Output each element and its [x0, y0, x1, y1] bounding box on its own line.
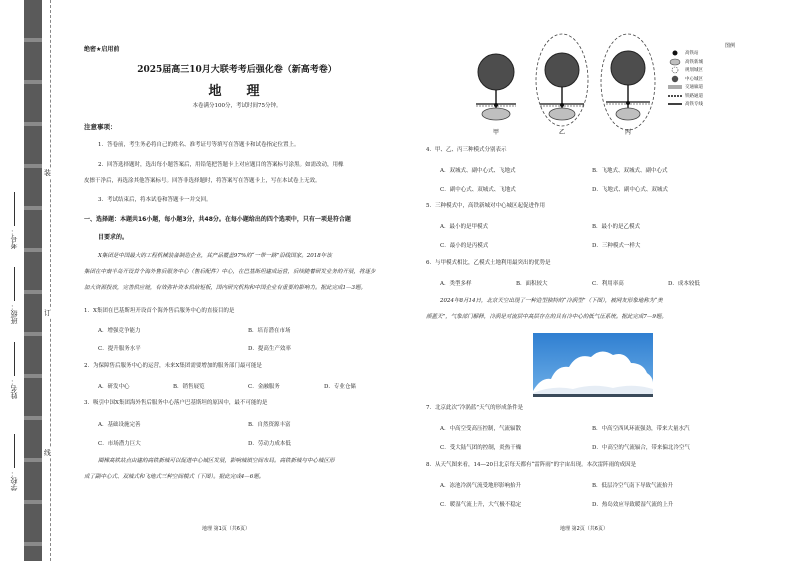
option-5d[interactable]: D．三种模式一样大	[592, 243, 641, 249]
legend-item	[668, 83, 778, 92]
option-3b[interactable]: B．自然资源丰富	[248, 422, 291, 428]
legend-label: 高铁专线	[685, 102, 703, 108]
option-1d[interactable]: D．提高生产效率	[248, 346, 291, 352]
option-8a[interactable]: A．冻池冷涡气流受地形影响抬升	[440, 483, 521, 489]
binding-stripe	[24, 0, 42, 561]
diagram-legend	[668, 42, 778, 109]
option-4c[interactable]: C．副中心式、双城式、飞地式	[440, 187, 516, 193]
legend-item	[668, 58, 778, 67]
option-7d[interactable]: D．中高空的气流辐合，带来偏北冷空气	[592, 445, 690, 451]
option-6c[interactable]: C．利用率高	[592, 281, 624, 287]
legend-item	[668, 66, 778, 75]
legend-label: 交通廊道	[685, 85, 703, 91]
notice-line: 2．回答选择题时，选出每小题答案后，用铅笔把答题卡上对应题目的答案标号涂黑。如需改动，用橡	[98, 162, 344, 168]
central-area-icon	[669, 75, 681, 83]
option-8d[interactable]: D．热岛效应导致暖湿气流的上升	[592, 502, 674, 508]
legend-title: 图例	[724, 43, 735, 49]
option-6b[interactable]: B．面积较大	[516, 281, 548, 287]
central-area-icon	[478, 54, 514, 90]
passage-line: 2024年8月14日，北京天空出现了一种造型独特的“冷涡型”（下图），被网友形象地称为“美	[440, 298, 663, 304]
legend-label: 中心城区	[685, 76, 703, 82]
legend-label: 规划城区	[685, 68, 703, 74]
central-area-icon	[611, 51, 645, 85]
binding-field-class	[4, 265, 24, 324]
option-7a[interactable]: A．中高空受高压控制，气流辐散	[440, 426, 521, 432]
mode-diagram-yi	[532, 30, 592, 138]
question-5: 5．三种模式中，高铁新城对中心城区起促进作用	[426, 203, 546, 209]
option-2a[interactable]: A．研发中心	[98, 384, 130, 390]
binding-field-exam-number	[4, 190, 24, 249]
question-2: 2．为保障售后服务中心的运营，未来X集团需要增加的服务部门最可能是	[84, 363, 262, 369]
binding-char-xian: 线	[44, 449, 51, 457]
rail-station-icon	[671, 49, 679, 57]
option-5b[interactable]: B．最小的是乙模式	[592, 224, 641, 230]
option-6a[interactable]: A．类型多样	[440, 281, 472, 287]
notice-line: 1．答卷前，考生务必将自己的姓名、准考证号等填写在答题卡和试卷指定位置上。	[98, 142, 300, 148]
option-4a[interactable]: A．双城式、副中心式、飞地式	[440, 168, 516, 174]
option-1b[interactable]: B．培育潜在市场	[248, 328, 291, 334]
corridor-icon	[668, 84, 682, 90]
option-3a[interactable]: A．基础设施完善	[98, 422, 141, 428]
legend-label: 铁路通道	[685, 93, 703, 99]
option-1c[interactable]: C．提升服务水平	[98, 346, 141, 352]
diagram-label: 丙	[624, 129, 632, 136]
diagram-label: 甲	[492, 129, 500, 136]
question-6: 6．与甲模式相比，乙模式土地利用最突出的优势是	[426, 260, 551, 266]
passage-line: 集团在中南半岛开设首个海外售后服务中心（售后配件）中心，在巴基斯坦建成运营，后续随着研发业务的开展，将逐步	[84, 269, 376, 275]
option-8c[interactable]: C．暖湿气流上升，大气极不稳定	[440, 502, 522, 508]
option-4b[interactable]: B．飞地式、双城式、副中心式	[592, 168, 668, 174]
exam-title: 2025届高三10月大联考考后强化卷（新高考卷）	[137, 65, 337, 75]
page-footer: 地理 第2页（共6页）	[560, 526, 608, 532]
rail-station-icon	[560, 103, 564, 107]
railway-icon	[668, 93, 682, 99]
binding-char-ding: 订	[44, 309, 51, 317]
passage-line: 加大资源投放，完善供应链，有效弥补资本供给短板，国内研究机构和中国企业有重要的影响力。据此完成1—3题。	[84, 285, 367, 291]
option-5c[interactable]: C．最小的是丙模式	[440, 243, 489, 249]
notice-title: 注意事项：	[84, 123, 117, 131]
binding-field-label: 学校：	[9, 470, 18, 491]
diagram-label: 乙	[558, 129, 566, 136]
binding-field-school	[4, 432, 24, 491]
new-town-icon	[549, 108, 575, 120]
rail-station-icon	[494, 103, 498, 107]
subject-title: 地 理	[208, 84, 266, 99]
binding-field-label: 考号：	[9, 228, 18, 249]
binding-cut-line	[50, 0, 51, 561]
passage-line: 颜蓝天”，气象部门解释，冷涡是对流层中高层存在的具有冷中心的低气压系统。据此完成7—9题。	[426, 314, 667, 320]
option-3d[interactable]: D．劳动力成本低	[248, 441, 291, 447]
notice-line: 3．考试结束后，将本试卷和答题卡一并交回。	[98, 197, 212, 203]
binding-field-label: 姓名：	[9, 378, 18, 399]
legend-label: 高铁站	[685, 51, 699, 57]
mode-diagram-jia	[470, 42, 522, 138]
central-area-icon	[545, 53, 579, 87]
question-4: 4．甲、乙、丙三种模式分别表示	[426, 147, 507, 153]
option-2c[interactable]: C．金融服务	[248, 384, 280, 390]
exam-page-2	[420, 0, 788, 561]
option-5a[interactable]: A．最小的是甲模式	[440, 224, 488, 230]
legend-item	[668, 92, 778, 101]
notice-line: 皮擦干净后，再选涂其他答案标号。回答非选择题时，将答案写在答题卡上，写在本试卷上无效。	[84, 178, 321, 184]
option-4d[interactable]: D．飞地式、副中心式、双城式	[592, 187, 668, 193]
question-3: 3．吸引中国X集团海外售后服务中心落户巴基斯坦的原因中，最不可能的是	[84, 400, 268, 406]
exam-info: 本卷满分100分，考试时间75分钟。	[192, 103, 282, 109]
binding-char-zhuang: 装	[44, 169, 51, 177]
option-6d[interactable]: D．成本较低	[668, 281, 700, 287]
option-2d[interactable]: D．专业仓储	[324, 384, 356, 390]
page-footer: 地理 第1页（共6页）	[202, 526, 250, 532]
option-8b[interactable]: B．低层冷空气南下导致气流抬升	[592, 483, 674, 489]
cold-vortex-cloud-photo	[533, 333, 653, 397]
question-8: 8．从天气图来看，14—20日北京每天都有“雷阵雨”的宇宙出现。本次雷阵雨的成因是	[426, 462, 637, 468]
binding-margin	[0, 0, 60, 561]
question-7: 7．北京此次“冷涡蓝”天气的形成条件是	[426, 405, 524, 411]
passage-line: 成了副中心式、双城式和飞地式三种空间模式（下图）。据此完成4—6题。	[84, 474, 265, 480]
legend-item	[668, 75, 778, 84]
binding-field-label: 班级：	[9, 303, 18, 324]
highspeed-line-icon	[668, 101, 682, 107]
passage-line: X集团是中国最大的工程机械装备制造企业，其产品覆盖97%的“一带一路”沿线国家。2018年该	[98, 253, 332, 259]
legend-item	[668, 49, 778, 58]
new-town-icon	[669, 58, 681, 66]
section-heading: 一、选择题：本题共16小题，每小题3分，共48分。在每小题给出的四个选项中，只有一项是符合题	[84, 216, 351, 223]
option-1a[interactable]: A．增强竞争能力	[98, 328, 141, 334]
question-1: 1．X集团在巴基斯坦开设首个海外售后服务中心的直接目的是	[84, 308, 235, 314]
option-7b[interactable]: B．中高空西风环流强劲，带来大量水汽	[592, 426, 690, 432]
exam-page-1	[62, 0, 412, 561]
option-3c[interactable]: C．市场潜力巨大	[98, 441, 141, 447]
legend-item	[668, 100, 778, 109]
option-2b[interactable]: B．销售展览	[173, 384, 205, 390]
confidential-mark: 绝密★启用前	[84, 46, 120, 53]
legend-label: 高铁新城	[685, 59, 703, 65]
planned-area-icon	[669, 66, 681, 74]
option-7c[interactable]: C．受大陆气团的控制，炎热干燥	[440, 445, 522, 451]
mode-diagram-bing	[598, 30, 658, 138]
rail-station-icon	[626, 101, 630, 105]
passage-line: 圈梯高铁站点由建的高铁新城可以促进中心城区发展，影响城镇空间布局。高铁新城与中心城区形	[98, 458, 335, 464]
new-town-icon	[482, 108, 510, 120]
binding-field-name	[4, 340, 24, 399]
new-town-icon	[616, 108, 640, 120]
section-heading: 目要求的。	[98, 234, 129, 241]
